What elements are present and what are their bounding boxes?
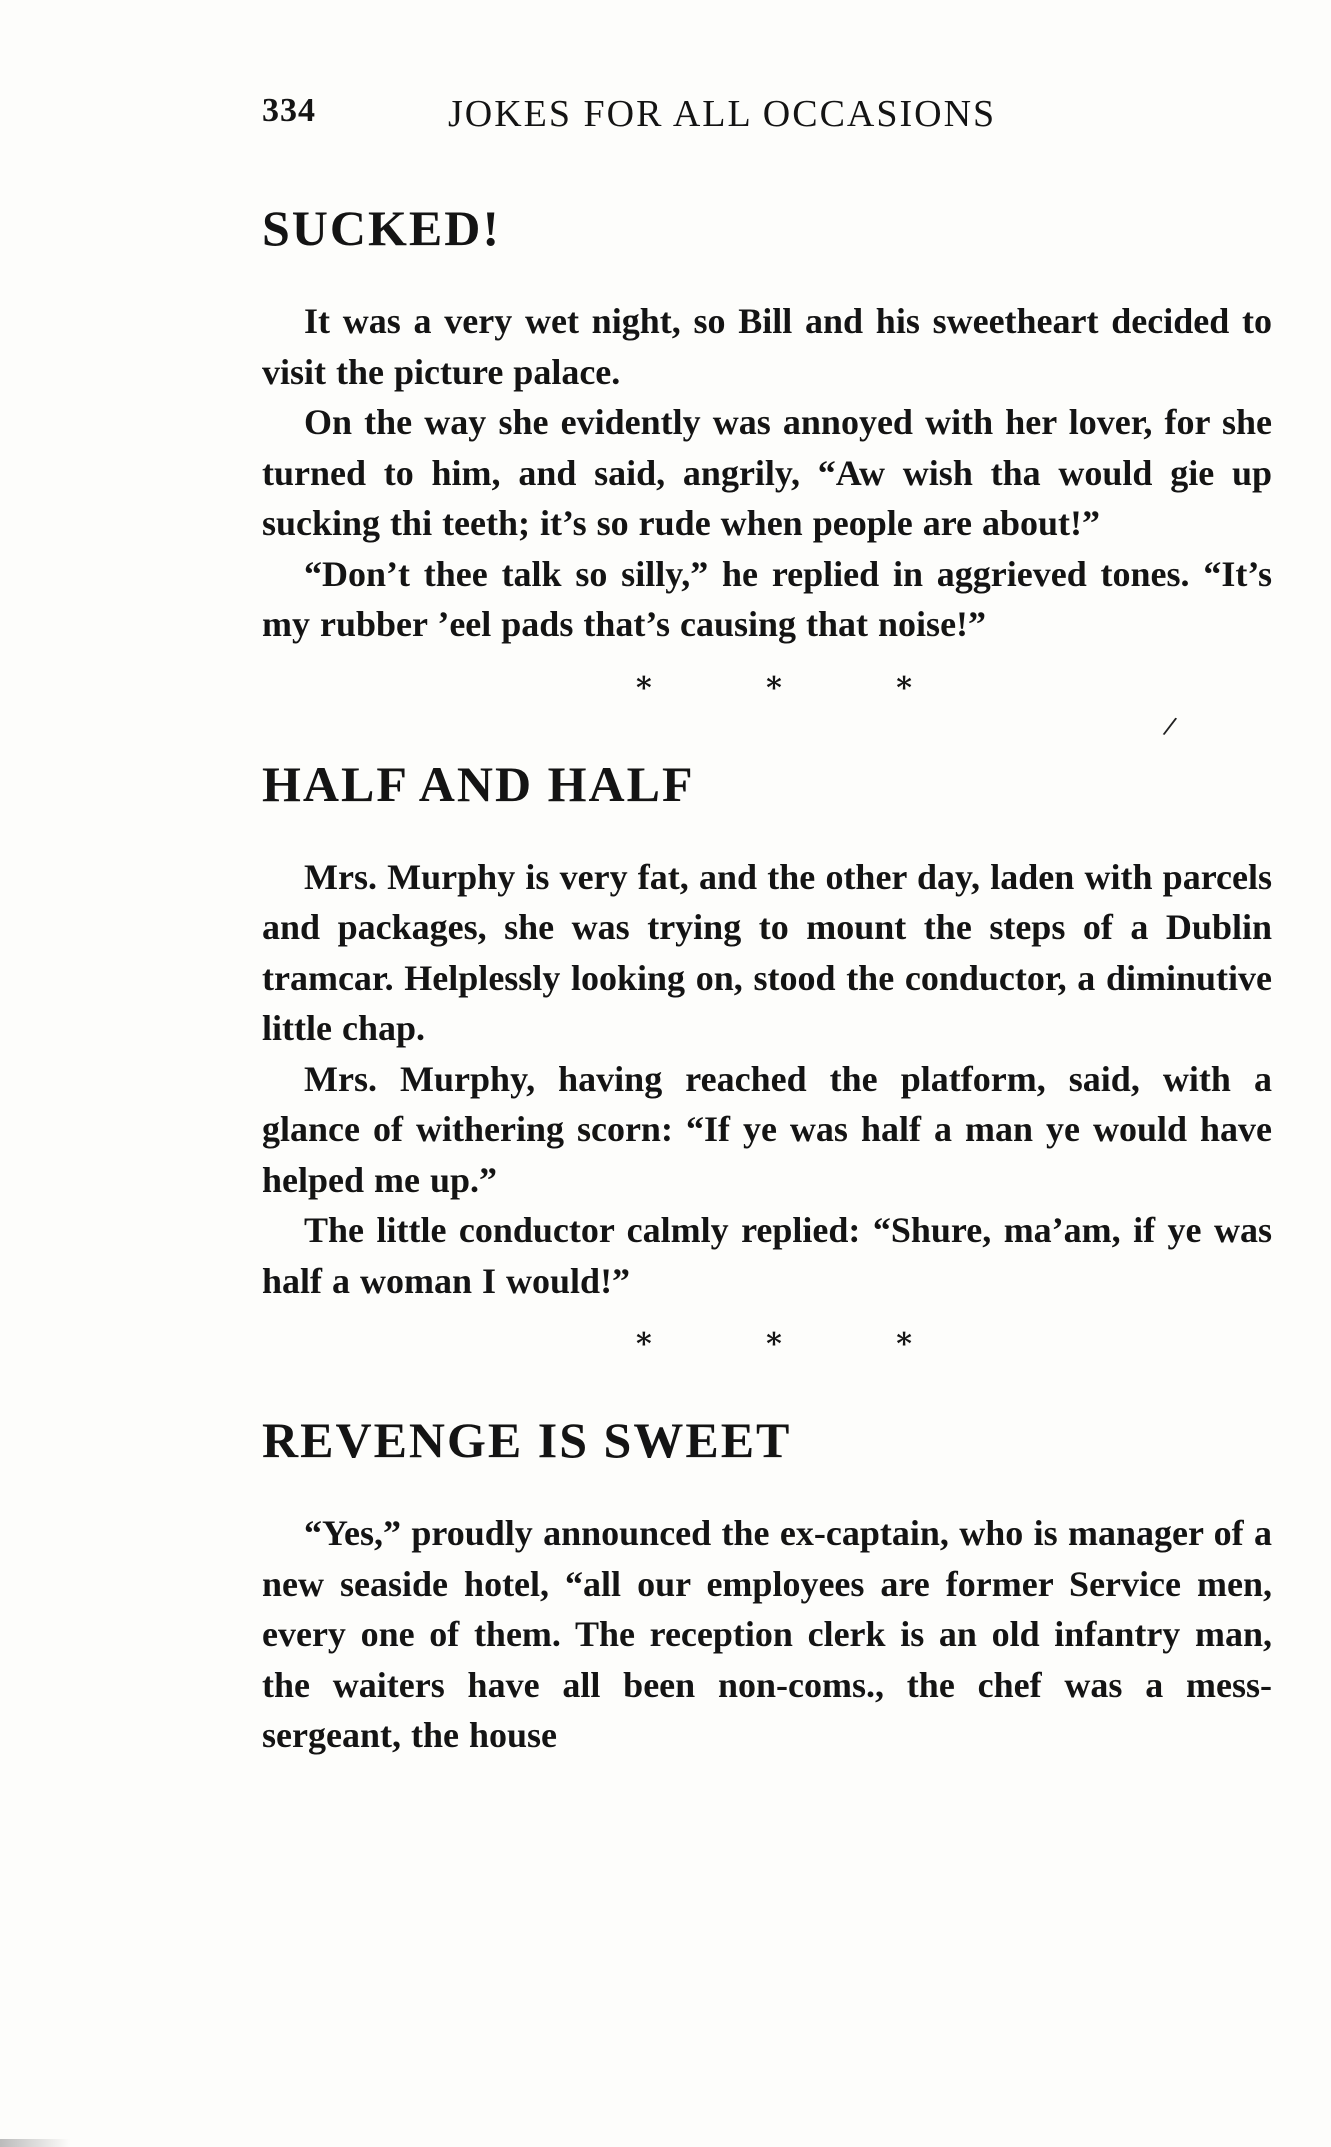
paragraph: Mrs. Murphy, having reached the platform, said, with a glance of withering scorn: “If ye was half a man ye would have helped me up.” [262,1058,1272,1200]
stray-pencil-mark: / [1161,711,1179,741]
page-edge-shadow [0,2139,70,2147]
paragraph: The little conductor calmly replied: “Shure, ma’am, if ye was half a woman I would!” [262,1210,1272,1301]
paragraph: On the way she evidently was annoyed with her lover, for she turned to him, and said, angrily, “Aw wish tha would gie up sucking thi teeth; it’s so rude when people are about!” [262,402,1272,543]
paragraph: “Yes,” proudly announced the ex-captain, who is manager of a new seaside hotel, “all our employees are former Service men, every one of them. The reception clerk is an old infantry man, the waiters have all been non-coms., the chef was a mess-sergeant, the house [262,1513,1272,1755]
paragraph: “Don’t thee talk so silly,” he replied in aggrieved tones. “It’s my rubber ’eel pads that’s causing that noise!” [262,553,1272,644]
section-revenge-is-sweet [262,1412,1272,1761]
section-heading: HALF AND HALF [262,755,695,812]
paragraph: It was a very wet night, so Bill and his sweetheart decided to visit the picture palace. [262,301,1272,392]
body-text [262,200,1272,1761]
section-separator: * * * [636,670,964,706]
section-heading: SUCKED! [262,200,502,256]
section-heading: REVENGE IS SWEET [262,1412,792,1468]
running-head [262,92,1280,140]
paragraph: Mrs. Murphy is very fat, and the other day, laden with parcels and packages, she was trying to mount the steps of a Dublin tramcar. Helplessly looking on, stood the conductor, a diminutive little chap. [262,856,1272,1048]
running-title: JOKES FOR ALL OCCASIONS [448,93,997,135]
section-sucked [262,200,1272,714]
page-number: 334 [262,92,316,129]
section-separator: * * * [636,1327,964,1362]
section-half-and-half [262,756,1272,1371]
